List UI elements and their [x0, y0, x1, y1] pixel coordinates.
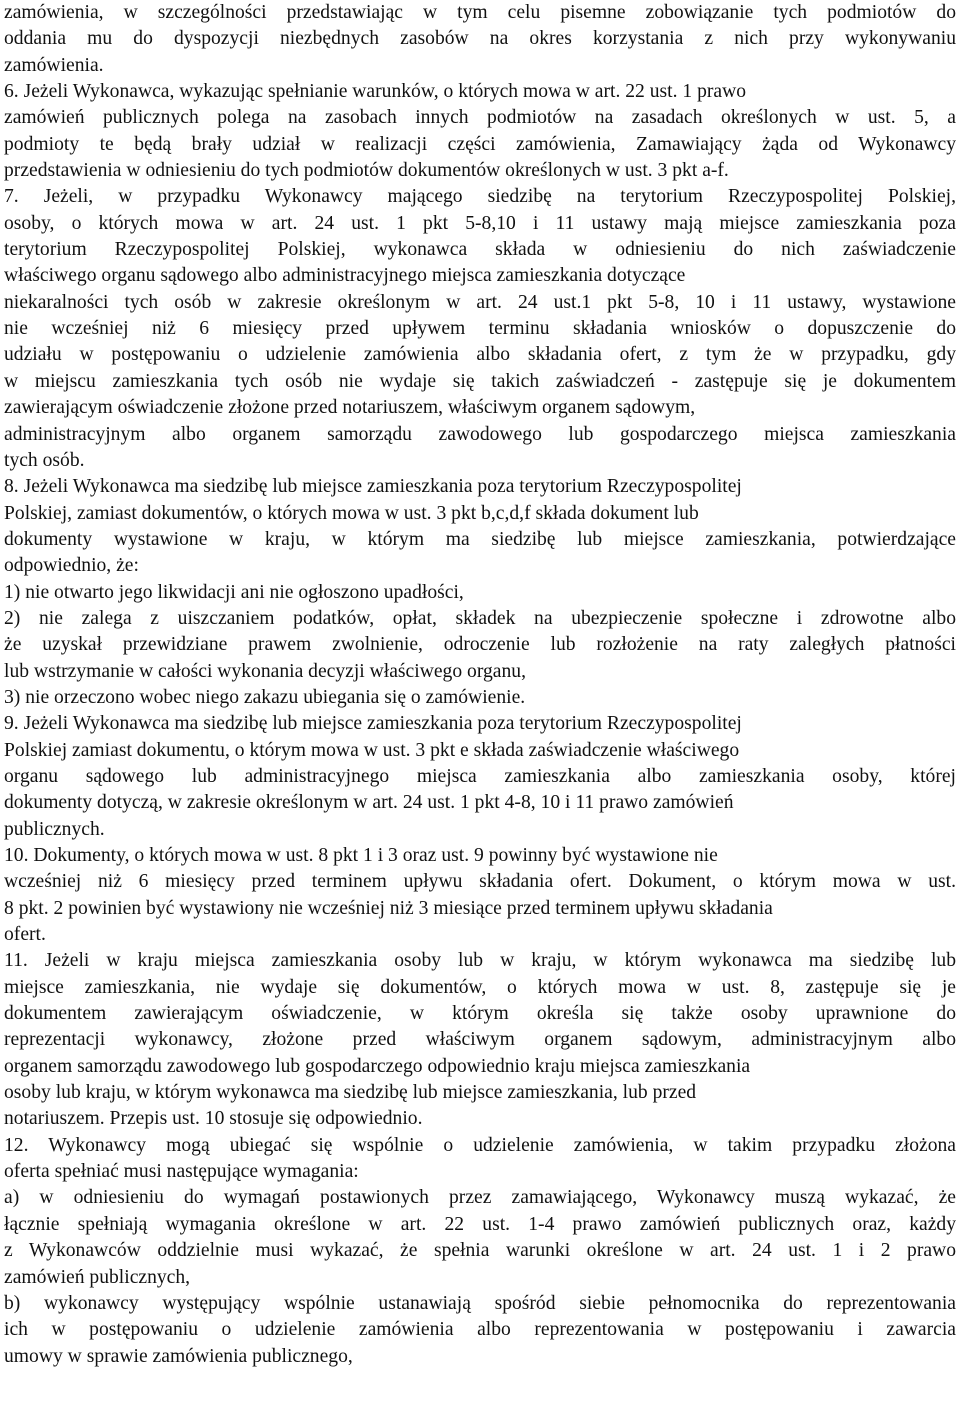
- text-line: 1) nie otwarto jego likwidacji ani nie ogłoszono upadłości,: [4, 581, 464, 603]
- text-line: dokumenty dotyczą, w zakresie określonym w art. 24 ust. 1 pkt 4-8, 10 i 11 prawo zamówień: [4, 792, 734, 814]
- text-line: zawierającym oświadczenie złożone przed notariuszem, właściwym organem sądowym,: [4, 397, 696, 419]
- text-line: podmioty te będą brały udział w realizacji części zamówienia, Zamawiający żąda od Wykonawcy: [4, 133, 956, 155]
- text-line: przedstawienia w odniesieniu do tych podmiotów dokumentów określonych w ust. 3 pkt a-f.: [4, 160, 729, 182]
- text-line: że uzyskał przewidziane prawem zwolnienie, odroczenie lub rozłożenie na raty zaległych płatności: [4, 634, 956, 656]
- text-line: organem samorządu zawodowego lub gospodarczego odpowiednio kraju miejsca zamieszkania: [4, 1055, 751, 1077]
- text-line: dokumentem zawierającym oświadczenie, w którym określa się także osoby uprawnione do: [4, 1003, 956, 1025]
- text-line: osoby, o których mowa w art. 24 ust. 1 pkt 5-8,10 i 11 ustawy mają miejsce zamieszkania poza: [4, 212, 956, 234]
- text-line: administracyjnym albo organem samorządu zawodowego lub gospodarczego miejsca zamieszkania: [4, 423, 956, 445]
- text-line: niekaralności tych osób w zakresie określonym w art. 24 ust.1 pkt 5-8, 10 i 11 ustawy, wystawione: [4, 291, 956, 313]
- text-line: oferta spełniać musi następujące wymagania:: [4, 1161, 359, 1183]
- text-line: 3) nie orzeczono wobec niego zakazu ubiegania się o zamówienie.: [4, 686, 526, 708]
- text-line: 9. Jeżeli Wykonawca ma siedzibę lub miejsce zamieszkania poza terytorium Rzeczypospolitej: [4, 713, 742, 735]
- text-line: zamówień publicznych polega na zasobach innych podmiotów na zasadach określonych w ust. 5, a: [4, 107, 956, 129]
- text-line: 10. Dokumenty, o których mowa w ust. 8 pkt 1 i 3 oraz ust. 9 powinny być wystawione nie: [4, 845, 718, 866]
- text-line: 8 pkt. 2 powinien być wystawiony nie wcześniej niż 3 miesiące przed terminem upływu składania: [4, 897, 773, 919]
- text-line: miejsce zamieszkania, nie wydaje się dokumentów, o których mowa w ust. 8, zastępuje się je: [4, 976, 956, 998]
- text-line: zamówienia, w szczególności przedstawiając w tym celu pisemne zobowiązanie tych podmiotów do: [4, 2, 956, 23]
- text-line: organu sądowego lub administracyjnego miejsca zamieszkania albo zamieszkania osoby, której: [4, 765, 956, 787]
- text-line: ich w postępowaniu o udzielenie zamówienia albo reprezentowania w postępowaniu i zawarcia: [4, 1319, 956, 1341]
- text-line: terytorium Rzeczypospolitej Polskiej, wykonawca składa w odniesieniu do nich zaświadczenie: [4, 239, 956, 261]
- text-line: 11. Jeżeli w kraju miejsca zamieszkania osoby lub w kraju, w którym wykonawca ma siedzibę lub: [4, 950, 956, 972]
- text-line: tych osób.: [4, 449, 85, 471]
- text-line: lub wstrzymanie w całości wykonania decyzji właściwego organu,: [4, 660, 526, 682]
- text-line: oddania mu do dyspozycji niezbędnych zasobów na okres korzystania z nich przy wykonywaniu: [4, 28, 956, 50]
- text-line: łącznie spełniają wymagania określone w art. 22 ust. 1-4 prawo zamówień publicznych oraz, każdy: [4, 1213, 956, 1235]
- text-line: b) wykonawcy występujący wspólnie ustanawiają spośród siebie pełnomocnika do reprezentowania: [4, 1292, 956, 1314]
- text-line: zamówień publicznych,: [4, 1266, 191, 1288]
- text-line: właściwego organu sądowego albo administracyjnego miejsca zamieszkania dotyczące: [4, 265, 686, 287]
- text-line: umowy w sprawie zamówienia publicznego,: [4, 1345, 353, 1367]
- text-line: notariuszem. Przepis ust. 10 stosuje się odpowiednio.: [4, 1108, 423, 1130]
- text-line: 12. Wykonawcy mogą ubiegać się wspólnie o udzielenie zamówienia, w takim przypadku złożona: [4, 1134, 956, 1156]
- text-line: 8. Jeżeli Wykonawca ma siedzibę lub miejsce zamieszkania poza terytorium Rzeczypospolitej: [4, 476, 742, 498]
- text-line: nie wcześniej niż 6 miesięcy przed upływem terminu składania wniosków o dopuszczenie do: [4, 318, 956, 340]
- text-line: ofert.: [4, 924, 46, 946]
- text-line: 6. Jeżeli Wykonawca, wykazując spełnianie warunków, o których mowa w art. 22 ust. 1 prawo: [4, 81, 747, 103]
- text-line: w miejscu zamieszkania tych osób nie wydaje się takich zaświadczeń - zastępuje się je dokumentem: [4, 370, 956, 392]
- text-line: wcześniej niż 6 miesięcy przed terminem upływu składania ofert. Dokument, o którym mowa w ust.: [4, 871, 956, 893]
- text-line: dokumenty wystawione w kraju, w którym ma siedzibę lub miejsce zamieszkania, potwierdzające: [4, 528, 956, 550]
- text-line: reprezentacji wykonawcy, złożone przed właściwym organem sądowym, administracyjnym albo: [4, 1029, 956, 1051]
- text-line: Polskiej zamiast dokumentu, o którym mowa w ust. 3 pkt e składa zaświadczenie właściwego: [4, 739, 740, 761]
- text-line: zamówienia.: [4, 54, 104, 76]
- text-line: udziału w postępowaniu o udzielenie zamówienia albo składania ofert, z tym że w przypadku, gdy: [4, 344, 956, 366]
- text-line: odpowiednio, że:: [4, 555, 139, 577]
- text-line: z Wykonawców oddzielnie musi wykazać, że spełnia warunki określone w art. 24 ust. 1 i 2 prawo: [4, 1240, 956, 1262]
- text-line: 2) nie zalega z uiszczaniem podatków, opłat, składek na ubezpieczenie społeczne i zdrowotne albo: [4, 607, 956, 629]
- text-line: osoby lub kraju, w którym wykonawca ma siedzibę lub miejsce zamieszkania, lub przed: [4, 1082, 697, 1104]
- text-line: 7. Jeżeli, w przypadku Wykonawcy mającego siedzibę na terytorium Rzeczypospolitej Polskiej,: [4, 186, 956, 208]
- text-line: a) w odniesieniu do wymagań postawionych przez zamawiającego, Wykonawcy muszą wykazać, że: [4, 1187, 956, 1209]
- text-line: publicznych.: [4, 818, 105, 840]
- text-line: Polskiej, zamiast dokumentów, o których mowa w ust. 3 pkt b,c,d,f składa dokument lub: [4, 502, 699, 524]
